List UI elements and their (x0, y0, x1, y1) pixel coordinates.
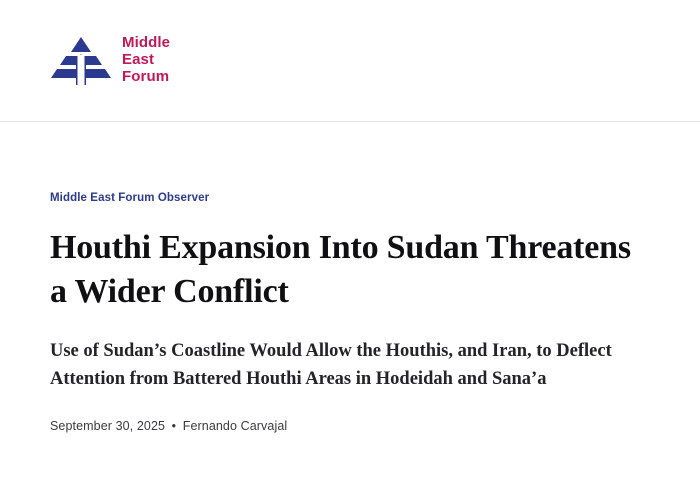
page-title: Houthi Expansion Into Sudan Threatens a Wider Conflict (50, 229, 631, 310)
logo-word-line-2: East (122, 51, 155, 69)
site-logo-wordmark (122, 35, 170, 85)
article-content (0, 192, 700, 433)
byline-separator: • (171, 419, 177, 434)
middle-east-forum-logo-icon (50, 35, 112, 87)
article-kicker[interactable]: Middle East Forum Observer (50, 192, 210, 204)
article-subheadline: Use of Sudan’s Coastline Would Allow the Houthis, and Iran, to Deflect Attention from Battered Houthi Areas in Hodeidah and Sana’a (50, 341, 612, 390)
site-logo-link[interactable] (50, 35, 170, 87)
article-byline (50, 419, 650, 433)
site-header (0, 0, 700, 122)
author-name[interactable]: Fernando Carvajal (182, 419, 288, 434)
publish-date: September 30, 2025 (50, 419, 166, 434)
logo-word-line-3: Forum (122, 67, 170, 85)
logo-word-line-1: Middle (122, 34, 171, 52)
